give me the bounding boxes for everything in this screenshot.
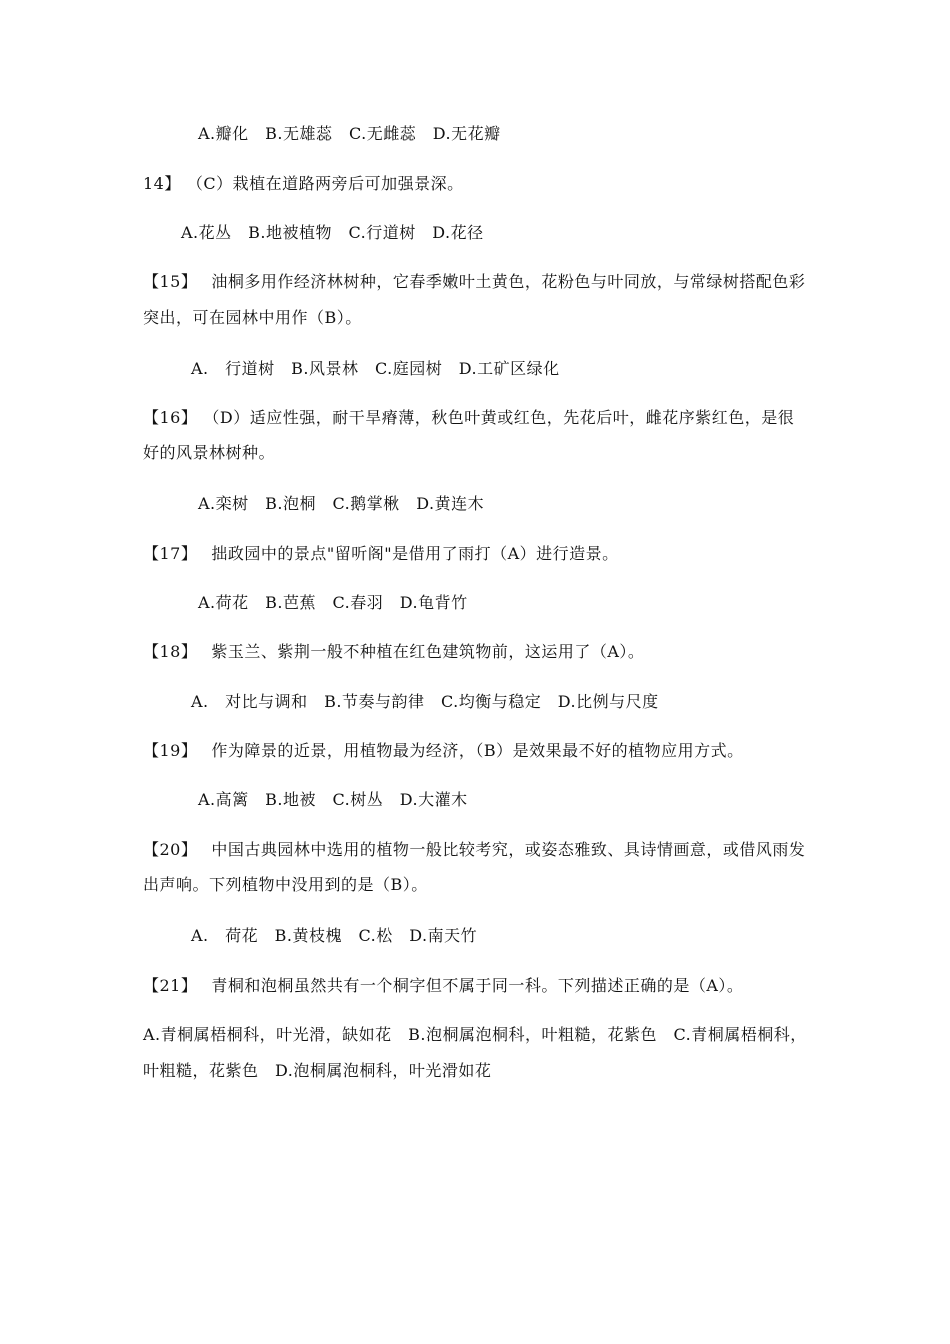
q14-options: A.花丛 B.地被植物 C.行道树 D.花径: [181, 223, 484, 242]
q16-number: 【16】: [143, 408, 198, 427]
q18-options: A. 对比与调和 B.节奏与韵律 C.均衡与稳定 D.比例与尺度: [191, 692, 659, 711]
q17-options: A.荷花 B.芭蕉 C.春羽 D.龟背竹: [198, 593, 468, 612]
q15-number: 【15】: [143, 272, 198, 291]
q19-text: 作为障景的近景，用植物最为经济，（B）是效果最不好的植物应用方式。: [211, 741, 744, 760]
q21-text: 青桐和泡桐虽然共有一个桐字但不属于同一科。下列描述正确的是（A）。: [211, 976, 744, 995]
q21-options-line1: A.青桐属梧桐科，叶光滑，缺如花 B.泡桐属泡桐科，叶粗糙，花紫色 C.青桐属梧桐科，: [143, 1025, 807, 1044]
q19-number: 【19】: [143, 741, 198, 760]
q14-number: 14】: [143, 174, 181, 193]
q17-text: 拙政园中的景点"留听阁"是借用了雨打（A）进行造景。: [211, 544, 619, 563]
q16-question: [143, 406, 794, 430]
q20-text-line2: 出声响。下列植物中没用到的是（B）。: [143, 875, 428, 894]
q18-question: [143, 640, 644, 664]
q18-text: 紫玉兰、紫荆一般不种植在红色建筑物前，这运用了（A）。: [211, 642, 645, 661]
q15-question: [143, 270, 805, 294]
q16-text-line2: 好的风景林树种。: [143, 443, 276, 462]
q15-options: A. 行道树 B.风景林 C.庭园树 D.工矿区绿化: [191, 359, 560, 378]
q19-question: [143, 739, 744, 763]
q17-question: [143, 542, 619, 566]
q20-question: [143, 838, 805, 862]
q20-text-line1: 中国古典园林中选用的植物一般比较考究，或姿态雅致、具诗情画意，或借风雨发: [211, 840, 806, 859]
q20-options: A. 荷花 B.黄枝槐 C.松 D.南天竹: [191, 926, 478, 945]
q14-question: [143, 172, 464, 196]
q17-number: 【17】: [143, 544, 198, 563]
q21-question: [143, 974, 743, 998]
q16-text-line1: （D）适应性强，耐干旱瘠薄，秋色叶黄或红色，先花后叶，雌花序紫红色，是很: [211, 408, 795, 427]
q20-number: 【20】: [143, 840, 198, 859]
q14-text: （C）栽植在道路两旁后可加强景深。: [194, 174, 464, 193]
q16-options: A.栾树 B.泡桐 C.鹅掌楸 D.黄连木: [198, 494, 485, 513]
q13-options: A.瓣化 B.无雄蕊 C.无雌蕊 D.无花瓣: [198, 124, 501, 143]
q18-number: 【18】: [143, 642, 198, 661]
q19-options: A.高篱 B.地被 C.树丛 D.大灌木: [198, 790, 468, 809]
q15-text-line2: 突出，可在园林中用作（B）。: [143, 308, 362, 327]
q15-text-line1: 油桐多用作经济林树种，它春季嫩叶土黄色，花粉色与叶同放，与常绿树搭配色彩: [211, 272, 806, 291]
q21-options-line2: 叶粗糙，花紫色 D.泡桐属泡桐科，叶光滑如花: [143, 1061, 492, 1080]
q21-number: 【21】: [143, 976, 198, 995]
